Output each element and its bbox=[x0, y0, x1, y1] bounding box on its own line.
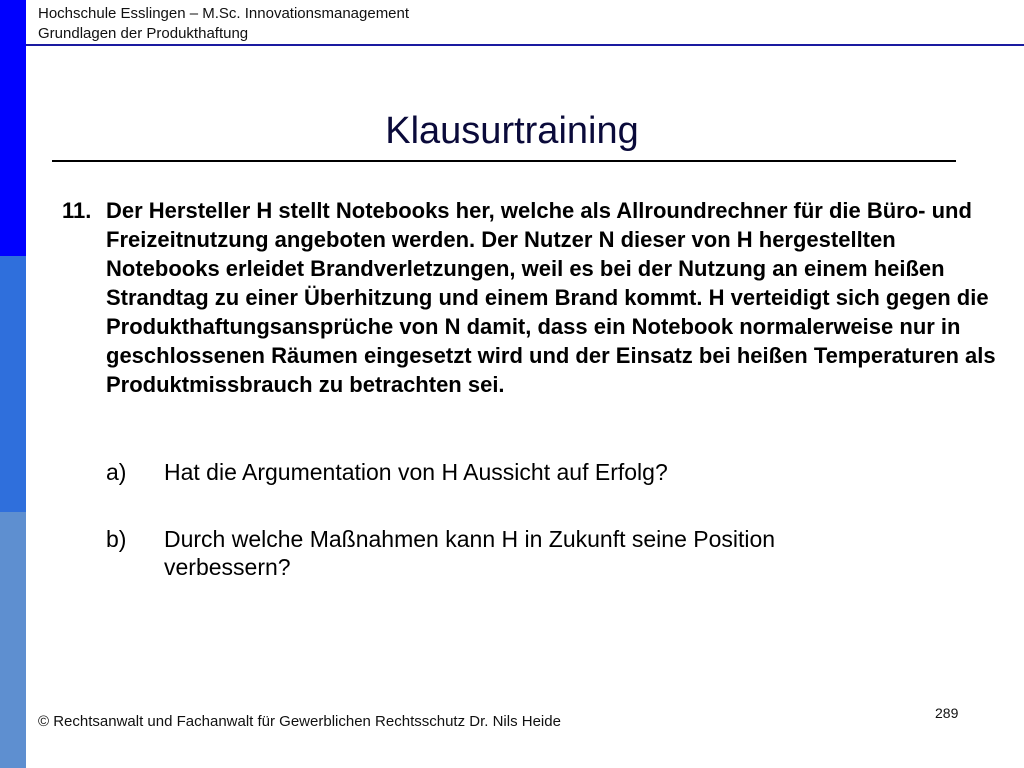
header-course: Grundlagen der Produkthaftung bbox=[38, 25, 249, 42]
subquestion-label: b) bbox=[106, 526, 127, 552]
question-number: 11. bbox=[62, 198, 92, 223]
subquestion-text: Hat die Argumentation von H Aussicht auf Erfolg? bbox=[164, 459, 668, 485]
header-institution: Hochschule Esslingen – M.Sc. Innovationsmanagement bbox=[38, 5, 410, 22]
subquestion-text: Durch welche Maßnahmen kann H in Zukunft seine Position verbessern? bbox=[164, 526, 776, 580]
sidebar-block-bottom bbox=[0, 512, 26, 768]
subquestion-label: a) bbox=[106, 459, 127, 485]
question-text: Der Hersteller H stellt Notebooks her, welche als Allroundrechner für die Büro- und Freizeitnutzung angeboten werden. Der Nutzer N dieser von H hergestellten Notebooks erleidet Brandverletzungen, weil es bei der Nutzung an einem heißen Strandtag zu einer Überhitzung und einem Brand kommt. H verteidigt sich gegen die Produkthaftungsansprüche von N damit, dass ein Notebook normalerweise nur in geschlossenen Räumen eingesetzt wird und der Einsatz bei heißen Temperaturen als Produktmissbrauch zu betrachten sei. bbox=[106, 198, 996, 397]
sidebar-block-middle bbox=[0, 256, 26, 512]
slide-title: Klausurtraining bbox=[385, 110, 639, 152]
footer-copyright: © Rechtsanwalt und Fachanwalt für Gewerblichen Rechtsschutz Dr. Nils Heide bbox=[38, 713, 561, 730]
title-underline bbox=[52, 160, 956, 162]
page-number: 289 bbox=[935, 705, 959, 721]
header-divider bbox=[26, 44, 1024, 46]
